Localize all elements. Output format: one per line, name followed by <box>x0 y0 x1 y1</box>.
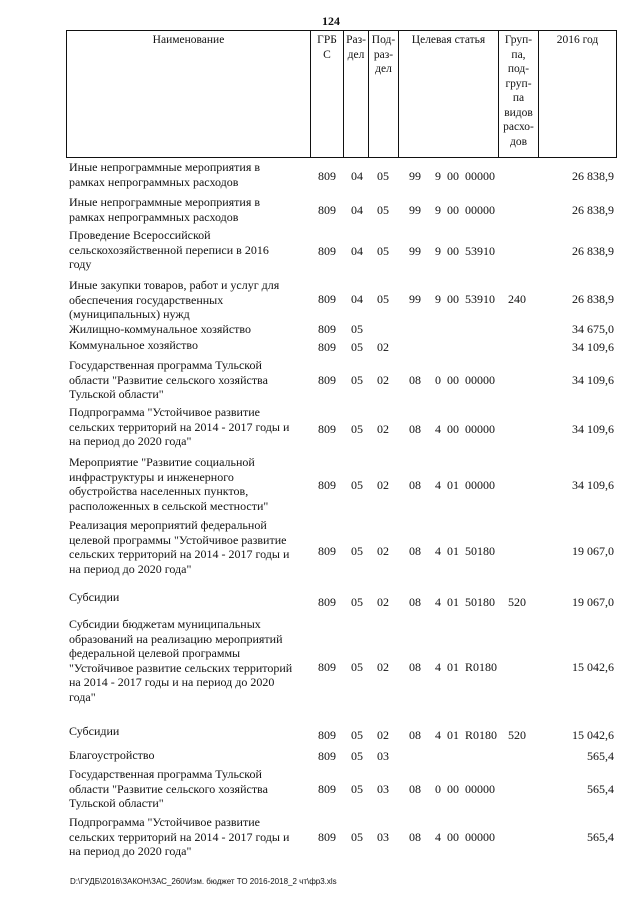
row-amount: 34 109,6 <box>572 477 614 492</box>
row-name <box>69 322 309 337</box>
row-grbs: 809 <box>318 243 336 258</box>
row-target-subprogram: 9 <box>435 291 441 306</box>
row-razdel: 05 <box>351 372 363 387</box>
row-amount: 15 042,6 <box>572 727 614 742</box>
page-number: 124 <box>322 14 340 28</box>
row-target-program: 08 <box>409 829 421 844</box>
file-path-footer: D:\ГУДБ\2016\ЗАКОН\ЗАС_260\Изм. бюджет ТО 2016-2018_2 чт\фр3.xls <box>70 877 337 886</box>
row-razdel: 05 <box>351 727 363 742</box>
row-grbs: 809 <box>318 594 336 609</box>
row-target-event: 01 <box>447 727 459 742</box>
table-row <box>0 338 640 356</box>
row-name-line: года" <box>69 689 96 704</box>
row-name-line: области "Развитие сельского хозяйства <box>69 372 268 387</box>
header-name: Наименование <box>152 34 225 46</box>
row-expense-group: 240 <box>508 291 526 306</box>
row-name-line: Подпрограмма "Устойчивое развитие <box>69 405 260 419</box>
header-target-article: Целевая статья <box>398 31 498 157</box>
row-name-line: федеральной целевой программы <box>69 646 241 660</box>
table-row <box>0 518 640 584</box>
row-grbs: 809 <box>318 291 336 306</box>
row-target-event: 01 <box>447 543 459 558</box>
row-razdel: 04 <box>351 291 363 306</box>
row-name-line: на период до 2020 года" <box>69 434 192 448</box>
row-podrazdel: 02 <box>377 421 389 436</box>
table-row <box>0 590 640 614</box>
row-name <box>69 767 309 811</box>
row-target-direction: 00000 <box>465 477 495 492</box>
row-target-event: 00 <box>447 202 459 217</box>
row-name <box>69 815 309 859</box>
row-name-line: Проведение Всероссийской <box>69 228 211 242</box>
row-razdel: 04 <box>351 243 363 258</box>
table-row <box>0 405 640 453</box>
row-name-line: расположенных в сельской местности" <box>69 498 269 513</box>
row-razdel: 05 <box>351 829 363 844</box>
row-name-line: Подпрограмма "Устойчивое развитие <box>69 815 260 829</box>
row-name <box>69 455 309 513</box>
row-target-subprogram: 4 <box>435 727 441 742</box>
table-row <box>0 322 640 336</box>
row-name-line: Государственная программа Тульской <box>69 358 262 372</box>
row-name-line: Субсидии <box>69 590 120 604</box>
row-name <box>69 748 309 763</box>
row-grbs: 809 <box>318 659 336 674</box>
row-target-program: 08 <box>409 659 421 674</box>
row-podrazdel: 05 <box>377 168 389 183</box>
row-target-program: 08 <box>409 781 421 796</box>
row-target-event: 00 <box>447 829 459 844</box>
row-target-event: 00 <box>447 421 459 436</box>
row-amount: 26 838,9 <box>572 168 614 183</box>
row-name-line: Иные непрограммные мероприятия в <box>69 160 261 174</box>
row-razdel: 05 <box>351 477 363 492</box>
row-amount: 26 838,9 <box>572 243 614 258</box>
row-target-direction: R0180 <box>465 659 498 674</box>
row-amount: 26 838,9 <box>572 291 614 306</box>
row-grbs: 809 <box>318 372 336 387</box>
header-year: 2016 год <box>538 31 616 157</box>
row-podrazdel: 02 <box>377 543 389 558</box>
header-podrazdel: Под- раз- дел <box>368 31 398 157</box>
row-grbs: 809 <box>318 829 336 844</box>
row-podrazdel: 03 <box>377 748 389 763</box>
row-name <box>69 590 309 605</box>
row-name <box>69 278 309 322</box>
row-name-line: Тульской области" <box>69 387 164 401</box>
table-row <box>0 767 640 811</box>
row-target-program: 08 <box>409 727 421 742</box>
row-grbs: 809 <box>318 748 336 763</box>
row-target-event: 00 <box>447 243 459 258</box>
row-name <box>69 195 309 224</box>
row-name-line: Коммунальное хозяйство <box>69 338 198 352</box>
table-row <box>0 748 640 764</box>
row-name-line: Субсидии бюджетам муниципальных <box>69 617 261 631</box>
row-razdel: 05 <box>351 659 363 674</box>
row-name-line: Иные непрограммные мероприятия в <box>69 195 261 209</box>
row-amount: 34 109,6 <box>572 421 614 436</box>
row-podrazdel: 05 <box>377 202 389 217</box>
row-name-line: обеспечения государственных <box>69 292 224 307</box>
row-podrazdel: 02 <box>377 372 389 387</box>
row-target-program: 99 <box>409 243 421 258</box>
row-amount: 26 838,9 <box>572 202 614 217</box>
row-amount: 565,4 <box>587 748 614 763</box>
row-razdel: 05 <box>351 321 363 336</box>
row-grbs: 809 <box>318 781 336 796</box>
row-name-line: на 2014 - 2017 годы и на период до 2020 <box>69 675 275 689</box>
row-target-direction: 50180 <box>465 543 495 558</box>
row-name <box>69 358 309 402</box>
row-name <box>69 228 309 272</box>
row-podrazdel: 03 <box>377 829 389 844</box>
row-name-line: рамках непрограммных расходов <box>69 209 239 224</box>
row-grbs: 809 <box>318 339 336 354</box>
row-name-line: (муниципальных) нужд <box>69 307 190 321</box>
row-name-line: Благоустройство <box>69 748 155 762</box>
row-amount: 34 109,6 <box>572 339 614 354</box>
row-amount: 19 067,0 <box>572 543 614 558</box>
row-grbs: 809 <box>318 168 336 183</box>
row-podrazdel: 02 <box>377 594 389 609</box>
row-target-direction: 00000 <box>465 168 495 183</box>
row-razdel: 04 <box>351 202 363 217</box>
row-name-line: сельских территорий на 2014 - 2017 годы и <box>69 419 290 434</box>
row-grbs: 809 <box>318 477 336 492</box>
header-expense-group: Груп- па, под- груп- па видов расхо- дов <box>498 31 538 157</box>
row-target-event: 00 <box>447 781 459 796</box>
row-name-line: году <box>69 257 92 271</box>
row-target-subprogram: 4 <box>435 829 441 844</box>
row-name <box>69 724 309 739</box>
table-row <box>0 724 640 746</box>
row-target-subprogram: 9 <box>435 243 441 258</box>
row-target-direction: 53910 <box>465 243 495 258</box>
row-name <box>69 338 309 353</box>
row-target-subprogram: 4 <box>435 659 441 674</box>
row-target-direction: 50180 <box>465 594 495 609</box>
row-podrazdel: 02 <box>377 477 389 492</box>
row-name <box>69 405 309 449</box>
row-target-event: 01 <box>447 594 459 609</box>
row-name-line: обустройства населенных пунктов, <box>69 484 249 498</box>
row-name-line: на период до 2020 года" <box>69 844 192 858</box>
row-expense-group: 520 <box>508 594 526 609</box>
row-name-line: инфраструктуры и инженерного <box>69 469 234 484</box>
row-grbs: 809 <box>318 321 336 336</box>
row-target-event: 00 <box>447 168 459 183</box>
row-name-line: области "Развитие сельского хозяйства <box>69 781 268 796</box>
row-amount: 34 675,0 <box>572 321 614 336</box>
row-name-line: рамках непрограммных расходов <box>69 174 239 189</box>
table-row <box>0 228 640 274</box>
row-amount: 565,4 <box>587 829 614 844</box>
table-row <box>0 617 640 717</box>
row-name-line: сельских территорий на 2014 - 2017 годы и <box>69 829 290 844</box>
row-podrazdel: 05 <box>377 291 389 306</box>
row-target-direction: 00000 <box>465 372 495 387</box>
table-row <box>0 455 640 515</box>
row-amount: 565,4 <box>587 781 614 796</box>
row-name-line: Иные закупки товаров, работ и услуг для <box>69 278 280 292</box>
row-amount: 34 109,6 <box>572 372 614 387</box>
row-razdel: 05 <box>351 543 363 558</box>
row-podrazdel: 02 <box>377 727 389 742</box>
row-name <box>69 160 309 189</box>
row-grbs: 809 <box>318 727 336 742</box>
table-row <box>0 815 640 859</box>
row-target-subprogram: 4 <box>435 421 441 436</box>
table-header <box>66 30 617 158</box>
row-target-subprogram: 0 <box>435 781 441 796</box>
row-name-line: целевой программы "Устойчивое развитие <box>69 532 287 547</box>
row-name-line: Субсидии <box>69 724 120 738</box>
table-row <box>0 358 640 402</box>
row-target-direction: 53910 <box>465 291 495 306</box>
row-target-program: 08 <box>409 594 421 609</box>
row-target-program: 99 <box>409 202 421 217</box>
row-target-direction: R0180 <box>465 727 498 742</box>
row-target-program: 08 <box>409 372 421 387</box>
row-target-event: 01 <box>447 659 459 674</box>
row-name-line: образований на реализацию мероприятий <box>69 631 283 646</box>
row-podrazdel: 05 <box>377 243 389 258</box>
row-grbs: 809 <box>318 543 336 558</box>
row-target-subprogram: 4 <box>435 594 441 609</box>
row-target-subprogram: 9 <box>435 202 441 217</box>
row-target-subprogram: 4 <box>435 543 441 558</box>
row-target-direction: 00000 <box>465 202 495 217</box>
row-target-program: 99 <box>409 291 421 306</box>
row-name-line: Тульской области" <box>69 796 164 810</box>
row-razdel: 05 <box>351 748 363 763</box>
table-row <box>0 195 640 225</box>
row-name-line: Государственная программа Тульской <box>69 767 262 781</box>
row-grbs: 809 <box>318 202 336 217</box>
row-razdel: 05 <box>351 594 363 609</box>
row-amount: 19 067,0 <box>572 594 614 609</box>
row-podrazdel: 02 <box>377 659 389 674</box>
row-target-event: 01 <box>447 477 459 492</box>
table-row <box>0 278 640 320</box>
row-name-line: сельскохозяйственной переписи в 2016 <box>69 242 269 257</box>
row-podrazdel: 03 <box>377 781 389 796</box>
table-row <box>0 160 640 192</box>
row-amount: 15 042,6 <box>572 659 614 674</box>
row-grbs: 809 <box>318 421 336 436</box>
row-target-direction: 00000 <box>465 829 495 844</box>
row-target-event: 00 <box>447 372 459 387</box>
row-target-program: 08 <box>409 421 421 436</box>
row-target-event: 00 <box>447 291 459 306</box>
header-razdel: Раз- дел <box>343 31 368 157</box>
row-name-line: на период до 2020 года" <box>69 561 192 576</box>
row-razdel: 05 <box>351 781 363 796</box>
row-podrazdel: 02 <box>377 339 389 354</box>
row-razdel: 04 <box>351 168 363 183</box>
row-razdel: 05 <box>351 339 363 354</box>
row-target-program: 08 <box>409 543 421 558</box>
row-name-line: "Устойчивое развитие сельских территорий <box>69 660 293 675</box>
header-grbs: ГРБ С <box>310 31 343 157</box>
row-target-direction: 00000 <box>465 421 495 436</box>
row-name-line: сельских территорий на 2014 - 2017 годы и <box>69 547 290 561</box>
row-name-line: Реализация мероприятий федеральной <box>69 518 267 532</box>
row-name-line: Жилищно-коммунальное хозяйство <box>69 322 252 336</box>
row-target-program: 99 <box>409 168 421 183</box>
row-name <box>69 617 309 704</box>
row-target-subprogram: 9 <box>435 168 441 183</box>
row-target-program: 08 <box>409 477 421 492</box>
row-target-subprogram: 4 <box>435 477 441 492</box>
row-name <box>69 518 309 576</box>
row-razdel: 05 <box>351 421 363 436</box>
row-name-line: Мероприятие "Развитие социальной <box>69 455 255 469</box>
row-expense-group: 520 <box>508 727 526 742</box>
row-target-direction: 00000 <box>465 781 495 796</box>
row-target-subprogram: 0 <box>435 372 441 387</box>
